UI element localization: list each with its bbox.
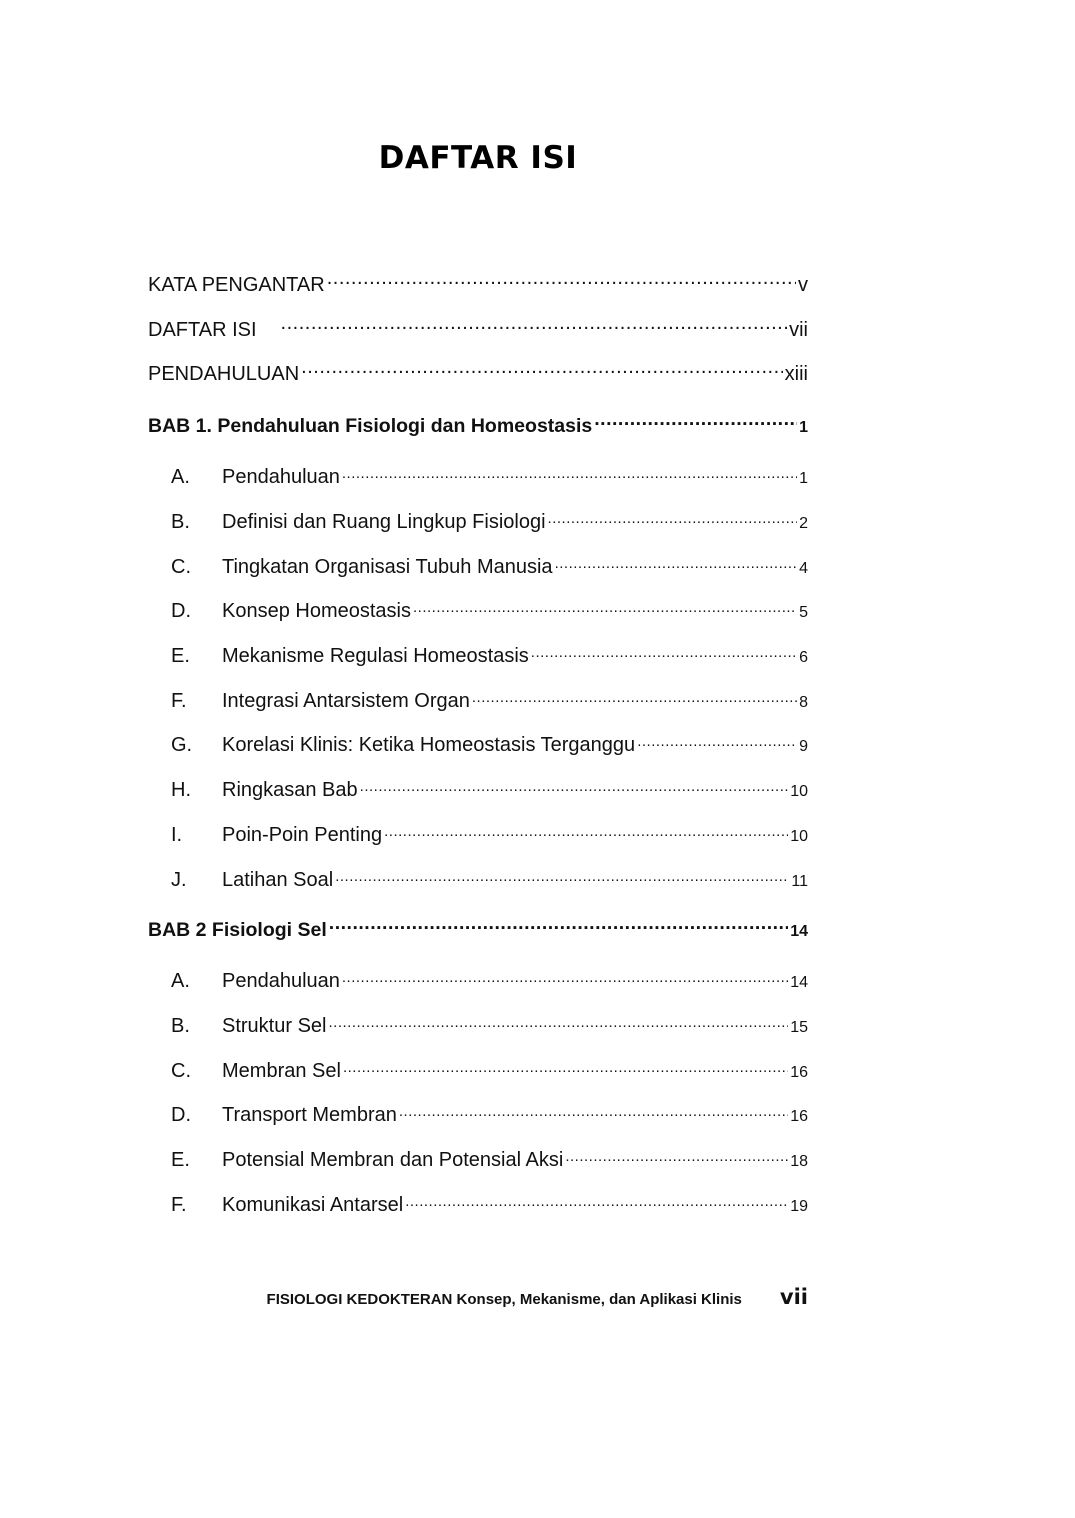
toc-section-label: Pendahuluan [222, 970, 340, 992]
toc-section-label: Tingkatan Organisasi Tubuh Manusia [222, 556, 553, 578]
toc-section-label: Transport Membran [222, 1104, 397, 1126]
toc-section[interactable] [148, 642, 808, 668]
toc-section[interactable] [148, 553, 808, 579]
toc-section-page: 14 [790, 974, 808, 991]
toc-section[interactable] [148, 967, 808, 993]
toc-entry-page: xiii [784, 363, 808, 385]
toc-section-letter: A. [171, 466, 190, 488]
toc-chapter-2[interactable] [148, 916, 808, 942]
toc-section-page: 16 [790, 1108, 808, 1125]
toc-section[interactable] [148, 866, 808, 892]
toc-section-label: Membran Sel [222, 1060, 341, 1082]
toc-chapter-page: 14 [790, 922, 808, 940]
toc-entry-label: PENDAHULUAN [148, 363, 300, 385]
toc-entry-page: v [798, 274, 808, 296]
toc-section-letter: E. [171, 645, 190, 667]
toc-section-page: 1 [799, 470, 808, 487]
dot-leader [343, 1057, 788, 1077]
toc-section-label: Korelasi Klinis: Ketika Homeostasis Terganggu [222, 734, 636, 756]
dot-leader [342, 967, 788, 987]
toc-section-letter: C. [171, 556, 191, 578]
dot-leader [555, 553, 798, 573]
toc-section[interactable] [148, 1101, 808, 1127]
toc-section[interactable] [148, 1057, 808, 1083]
toc-section-page: 4 [799, 560, 808, 577]
toc-chapter-page: 1 [799, 418, 808, 436]
dot-leader [594, 412, 797, 432]
toc-section-page: 9 [799, 738, 808, 755]
footer-page-number: vii [779, 1285, 808, 1309]
toc-chapter-label: BAB 1. Pendahuluan Fisiologi dan Homeostasis [148, 414, 593, 437]
toc-chapter-label: BAB 2 Fisiologi Sel [148, 918, 327, 941]
toc-section-page: 10 [790, 828, 808, 845]
page-footer [0, 1285, 808, 1309]
dot-leader [548, 508, 798, 528]
toc-entry-page: vii [789, 319, 808, 341]
toc-section-page: 8 [799, 694, 808, 711]
toc-entry-daftar-isi[interactable] [148, 316, 808, 342]
toc-chapter-1[interactable] [148, 412, 808, 438]
toc-section-label: Integrasi Antarsistem Organ [222, 690, 470, 712]
dot-leader [335, 866, 789, 886]
toc-entry-kata-pengantar[interactable] [148, 271, 808, 297]
toc-section-letter: B. [171, 511, 190, 533]
toc-section[interactable] [148, 1012, 808, 1038]
toc-section-letter: E. [171, 1149, 190, 1171]
toc-section-label: Poin-Poin Penting [222, 824, 383, 846]
dot-leader [413, 597, 797, 617]
toc-entry-label: DAFTAR ISI [148, 319, 257, 341]
toc-section-letter: I. [171, 824, 183, 846]
dot-leader [327, 271, 796, 291]
toc-entry-label: KATA PENGANTAR [148, 274, 325, 296]
toc-section[interactable] [148, 597, 808, 623]
toc-section-page: 16 [790, 1064, 808, 1081]
toc-section-page: 11 [791, 873, 808, 890]
toc-section-label: Pendahuluan [222, 466, 340, 488]
footer-book-title: FISIOLOGI KEDOKTERAN Konsep, Mekanisme, dan Aplikasi Klinis [266, 1291, 742, 1308]
toc-section-letter: C. [171, 1060, 191, 1082]
toc-section[interactable] [148, 508, 808, 534]
dot-leader [399, 1101, 788, 1121]
toc-section[interactable] [148, 731, 808, 757]
toc-section-page: 6 [799, 649, 808, 666]
dot-leader [342, 463, 797, 483]
toc-section-letter: D. [171, 1104, 191, 1126]
toc-section-letter: A. [171, 970, 190, 992]
toc-section-letter: D. [171, 600, 191, 622]
toc-section-letter: F. [171, 1194, 187, 1216]
dot-leader [565, 1146, 788, 1166]
dot-leader [637, 731, 797, 751]
dot-leader [301, 360, 783, 380]
toc-section-letter: F. [171, 690, 187, 712]
toc-section-letter: B. [171, 1015, 190, 1037]
toc-entry-pendahuluan[interactable] [148, 360, 808, 386]
toc-section-label: Mekanisme Regulasi Homeostasis [222, 645, 529, 667]
toc-section-label: Komunikasi Antarsel [222, 1194, 404, 1216]
dot-leader [281, 316, 788, 336]
toc-section-label: Struktur Sel [222, 1015, 327, 1037]
toc-section-letter: G. [171, 734, 193, 756]
dot-leader [405, 1191, 788, 1211]
dot-leader [384, 821, 788, 841]
toc-section-page: 10 [790, 783, 808, 800]
toc-section[interactable] [148, 463, 808, 489]
dot-leader [531, 642, 797, 662]
dot-leader [328, 1012, 788, 1032]
toc-section-page: 18 [790, 1153, 808, 1170]
toc-section-label: Potensial Membran dan Potensial Aksi [222, 1149, 564, 1171]
toc-section-letter: J. [171, 869, 187, 891]
toc-section-page: 19 [790, 1198, 808, 1215]
toc-section-page: 5 [799, 604, 808, 621]
toc-section[interactable] [148, 776, 808, 802]
toc-section[interactable] [148, 1191, 808, 1217]
toc-section-label: Latihan Soal [222, 869, 334, 891]
toc-section-label: Ringkasan Bab [222, 779, 358, 801]
toc-section[interactable] [148, 1146, 808, 1172]
dot-leader [329, 916, 788, 936]
toc-section[interactable] [148, 687, 808, 713]
toc-section-label: Konsep Homeostasis [222, 600, 411, 622]
dot-leader [472, 687, 797, 707]
toc-section-label: Definisi dan Ruang Lingkup Fisiologi [222, 511, 546, 533]
toc-section-page: 2 [799, 515, 808, 532]
dot-leader [360, 776, 789, 796]
toc-section-page: 15 [790, 1019, 808, 1036]
toc-section-letter: H. [171, 779, 191, 801]
page-title: DAFTAR ISI [378, 140, 578, 176]
toc-section[interactable] [148, 821, 808, 847]
